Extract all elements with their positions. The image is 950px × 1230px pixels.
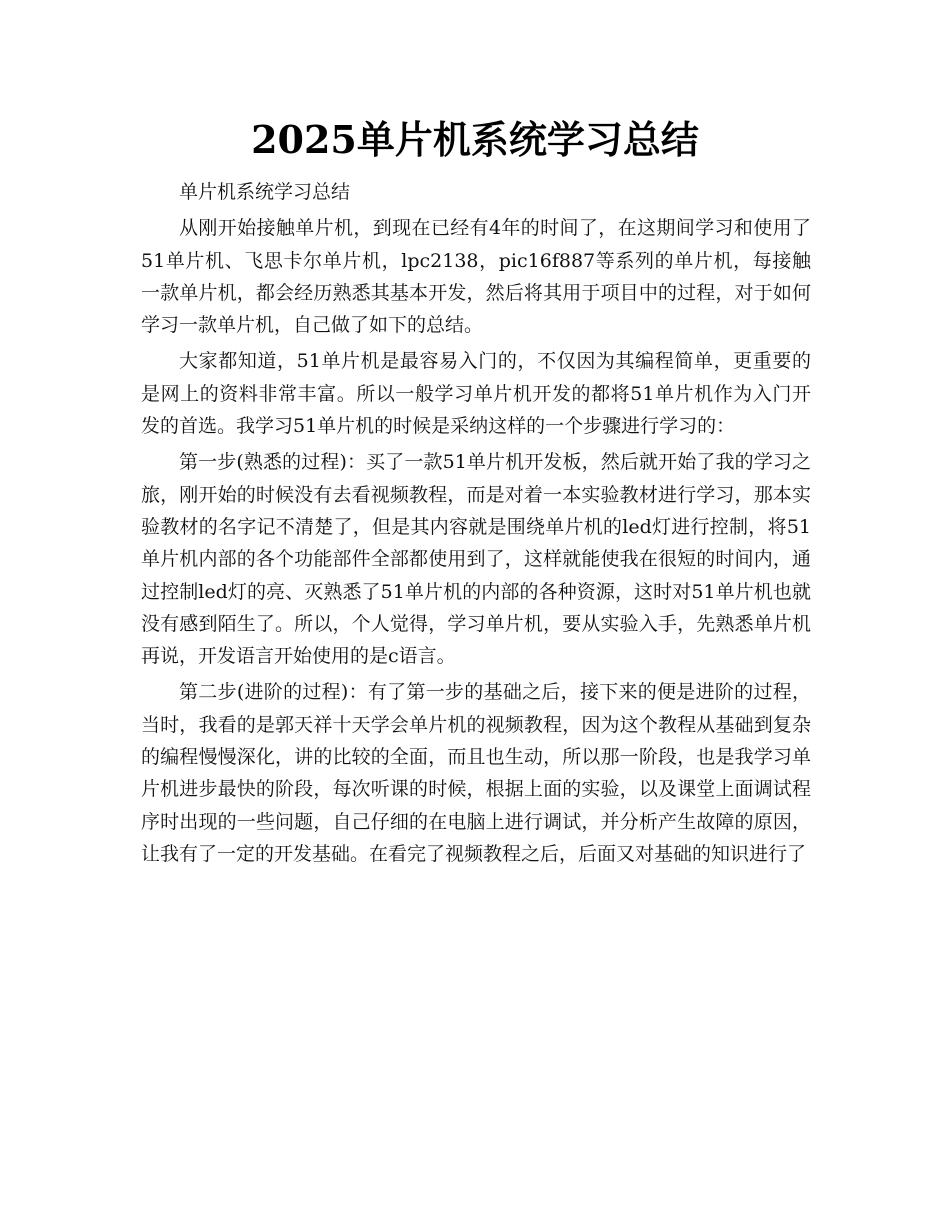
- paragraph-intro: 从刚开始接触单片机，到现在已经有4年的时间了，在这期间学习和使用了51单片机、飞思卡尔单片机，lpc2138，pic16f887等系列的单片机，每接触一款单片机，都会经历熟悉其基本开发，然后将其用于项目中的过程，对于如何学习一款单片机，自己做了如下的总结。: [141, 217, 811, 337]
- paragraph-step-two: 第二步(进阶的过程)：有了第一步的基础之后，接下来的便是进阶的过程，当时，我看的是郭天祥十天学会单片机的视频教程，因为这个教程从基础到复杂的编程慢慢深化，讲的比较的全面，而且也生动，所以那一阶段，也是我学习单片机进步最快的阶段，每次听课的时候，根据上面的实验，以及课堂上面调试程序时出现的一些问题，自己仔细的在电脑上进行调试，并分析产生故障的原因，让我有了一定的开发基础。在看完了视频教程之后，后面又对基础的知识进行了: [141, 681, 811, 865]
- document-body: [141, 176, 811, 874]
- document-title: 2025单片机系统学习总结: [251, 117, 699, 162]
- paragraph-heading: 单片机系统学习总结: [179, 181, 351, 203]
- paragraph-51-intro: 大家都知道，51单片机是最容易入门的，不仅因为其编程简单，更重要的是网上的资料非常丰富。所以一般学习单片机开发的都将51单片机作为入门开发的首选。我学习51单片机的时候是采纳这样的一个步骤进行学习的：: [141, 350, 811, 438]
- paragraph-step-one: 第一步(熟悉的过程)：买了一款51单片机开发板，然后就开始了我的学习之旅，刚开始的时候没有去看视频教程，而是对着一本实验教材进行学习，那本实验教材的名字记不清楚了，但是其内容就是围绕单片机的led灯进行控制，将51单片机内部的各个功能部件全部都使用到了，这样就能使我在很短的时间内，通过控制led灯的亮、灭熟悉了51单片机的内部的各种资源，这时对51单片机也就没有感到陌生了。所以，个人觉得，学习单片机，要从实验入手，先熟悉单片机再说，开发语言开始使用的是c语言。: [141, 451, 811, 668]
